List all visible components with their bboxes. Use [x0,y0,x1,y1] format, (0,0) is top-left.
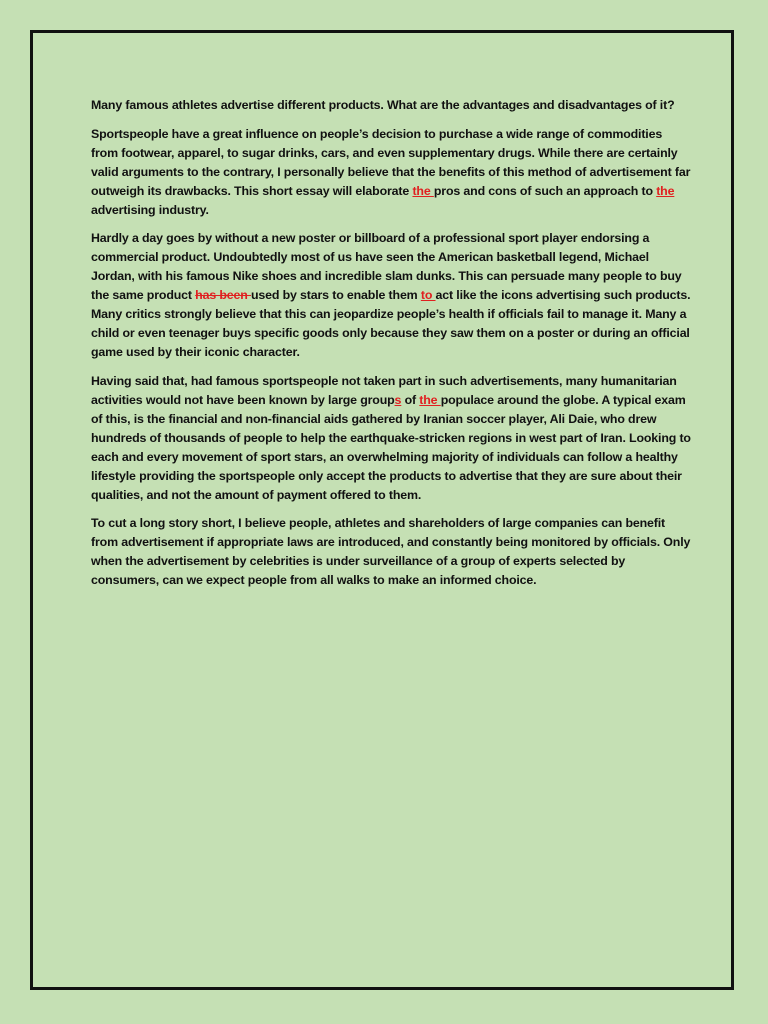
paragraph-body-2: Having said that, had famous sportspeople not taken part in such advertisements, many humanitarian activities would not have been known by large groups of the populace around the globe. A typical exam of this, is the financial and non-financial aids gathered by Iranian soccer player, Ali Daie, who drew hundreds of thousands of people to help the earthquake-stricken regions in west part of Iran. Looking to each and every movement of sport stars, an overwhelming majority of individuals can follow a healthy lifestyle providing the sportspeople only accept the products to advertise that they are sure about their qualities, and not the amount of payment offered to them. [91,373,691,502]
document-page [30,30,734,990]
paragraph-conclusion: To cut a long story short, I believe people, athletes and shareholders of large companies can benefit from advertisement if appropriate laws are introduced, and constantly being monitored by officials. Only when the advertisement by celebrities is under surveillance of a group of experts selected by consumers, can we expect people from all walks to make an informed choice. [91,516,691,587]
paragraph-intro: Sportspeople have a great influence on people’s decision to purchase a wide range of commodities from footwear, apparel, to sugar drinks, cars, and even supplementary drugs. While there are certainly valid arguments to the contrary, I personally believe that the benefits of this method of advertisement far outweigh its drawbacks. This short essay will elaborate the pros and cons of such an approach to the advertising industry. [91,126,691,217]
essay-question: Many famous athletes advertise different products. What are the advantages and disadvantages of it? [91,98,675,112]
correction-delete: has been [195,288,251,302]
correction-insert: to [420,288,436,302]
essay-body [91,96,691,600]
correction-insert: the [656,183,675,198]
paragraph-body-1: Hardly a day goes by without a new poster or billboard of a professional sport player endorsing a commercial product. Undoubtedly most of us have seen the American basketball legend, Michael Jordan, with his famous Nike shoes and incredible slam dunks. This can persuade many people to buy the same product has been used by stars to enable them to act like the icons advertising such products. Many critics strongly believe that this can jeopardize people’s health if officials fail to manage it. Many a child or even teenager buys specific goods only because they saw them on a poster or during an official game used by their iconic character. [91,231,691,359]
correction-insert: the [419,392,441,407]
correction-insert: s [394,392,402,407]
correction-insert: the [412,183,434,198]
